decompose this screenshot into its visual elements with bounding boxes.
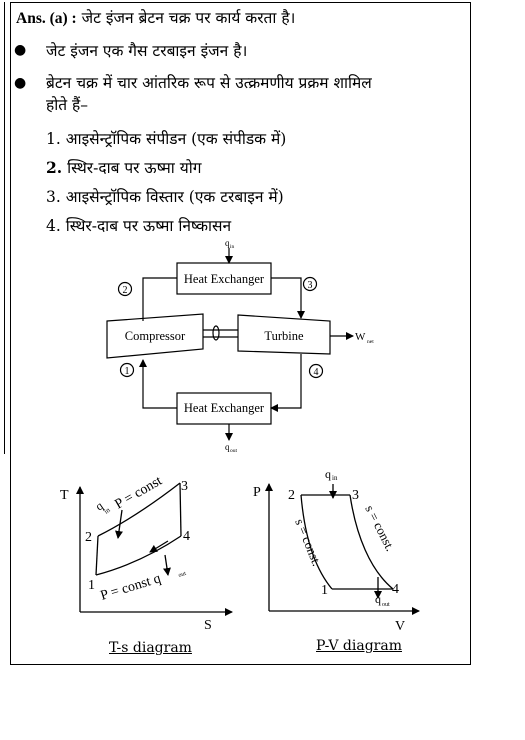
ts-q-out-subscript: out (177, 570, 187, 579)
ts-point-2: 2 (85, 530, 92, 545)
process-number: 2. (46, 158, 63, 177)
state-2-number: 2 (122, 285, 128, 296)
bottom-heat-exchanger-label: Heat Exchanger (183, 401, 265, 415)
state-4-number: 4 (313, 367, 319, 378)
top-heat-exchanger-label: Heat Exchanger (183, 272, 265, 286)
bullet-dot-icon: ● (14, 75, 27, 91)
pv-point-3: 3 (352, 488, 359, 503)
pv-q-in-subscript: in (332, 474, 338, 482)
bullet-text: ब्रेटन चक्र में चार आंतरिक रूप से उत्क्रमणीय प्रक्रम शामिल (46, 74, 372, 92)
q-out-symbol: q (225, 442, 230, 452)
w-net-symbol: W (355, 331, 366, 343)
bullet-text-continued: होते हैं– (46, 96, 88, 114)
pv-left-isentrope-label: s = const. (292, 516, 325, 569)
pv-point-1: 1 (321, 583, 328, 598)
q-in-subscript: in (230, 244, 235, 250)
pv-point-2: 2 (288, 488, 295, 503)
ts-process-4-1 (96, 536, 181, 575)
ts-top-isobar-label: P = const (112, 473, 165, 513)
process-text: आइसेन्ट्रॉपिक विस्तार (एक टरबाइन में) (65, 188, 284, 206)
bullet-dot-icon: ● (14, 42, 27, 58)
w-net-subscript: net (367, 339, 374, 345)
flow-line-1 (143, 360, 177, 408)
q-in-symbol: q (225, 238, 230, 248)
compressor-label: Compressor (124, 329, 186, 343)
ts-q-in-symbol: q (92, 498, 106, 514)
answer-label: Ans. (a) : (16, 10, 77, 27)
ts-q-in-arrow (118, 510, 122, 538)
pv-point-4: 4 (392, 582, 399, 597)
pv-q-out-subscript: out (382, 602, 390, 608)
process-number: 4. (46, 217, 61, 235)
process-number: 3. (46, 188, 61, 206)
ts-y-axis-label: T (60, 488, 69, 503)
pv-diagram-caption: P-V diagram (316, 638, 402, 654)
ts-diagram-caption: T-s diagram (109, 640, 192, 656)
process-text: आइसेन्ट्रॉपिक संपीडन (एक संपीडक में) (65, 130, 287, 148)
process-number: 1. (46, 130, 61, 148)
answer-text: जेट इंजन ब्रेटन चक्र पर कार्य करता है। (81, 9, 296, 27)
state-1-number: 1 (124, 366, 130, 377)
pv-x-axis-label: V (395, 619, 406, 634)
pv-y-axis-label: P (253, 485, 261, 500)
ts-x-axis-label: S (204, 618, 212, 633)
ts-bottom-isobar-label: P = const q (98, 571, 163, 604)
pv-q-in-symbol: q (325, 467, 331, 481)
ts-q-in-subscript: in (102, 505, 112, 516)
shaft-coupling-icon (213, 326, 219, 340)
flow-line-4 (271, 354, 301, 408)
ts-point-3: 3 (181, 479, 188, 494)
flow-line-2 (143, 278, 177, 321)
process-text: स्थिर-दाब पर ऊष्मा निष्कासन (65, 217, 232, 235)
q-out-subscript: out (230, 448, 238, 454)
bullet-text: जेट इंजन एक गैस टरबाइन इंजन है। (46, 42, 248, 60)
process-text: स्थिर-दाब पर ऊष्मा योग (67, 159, 202, 177)
ts-process-1-2 (96, 536, 98, 575)
ts-point-1: 1 (88, 578, 95, 593)
flow-line-3 (271, 278, 301, 318)
state-3-number: 3 (307, 280, 313, 291)
pv-right-isentrope-label: s = const. (362, 502, 399, 554)
ts-q-out-arrow (165, 555, 168, 575)
pv-q-out-symbol: q (375, 592, 381, 606)
ts-point-4: 4 (183, 529, 190, 544)
turbine-label: Turbine (264, 329, 304, 343)
